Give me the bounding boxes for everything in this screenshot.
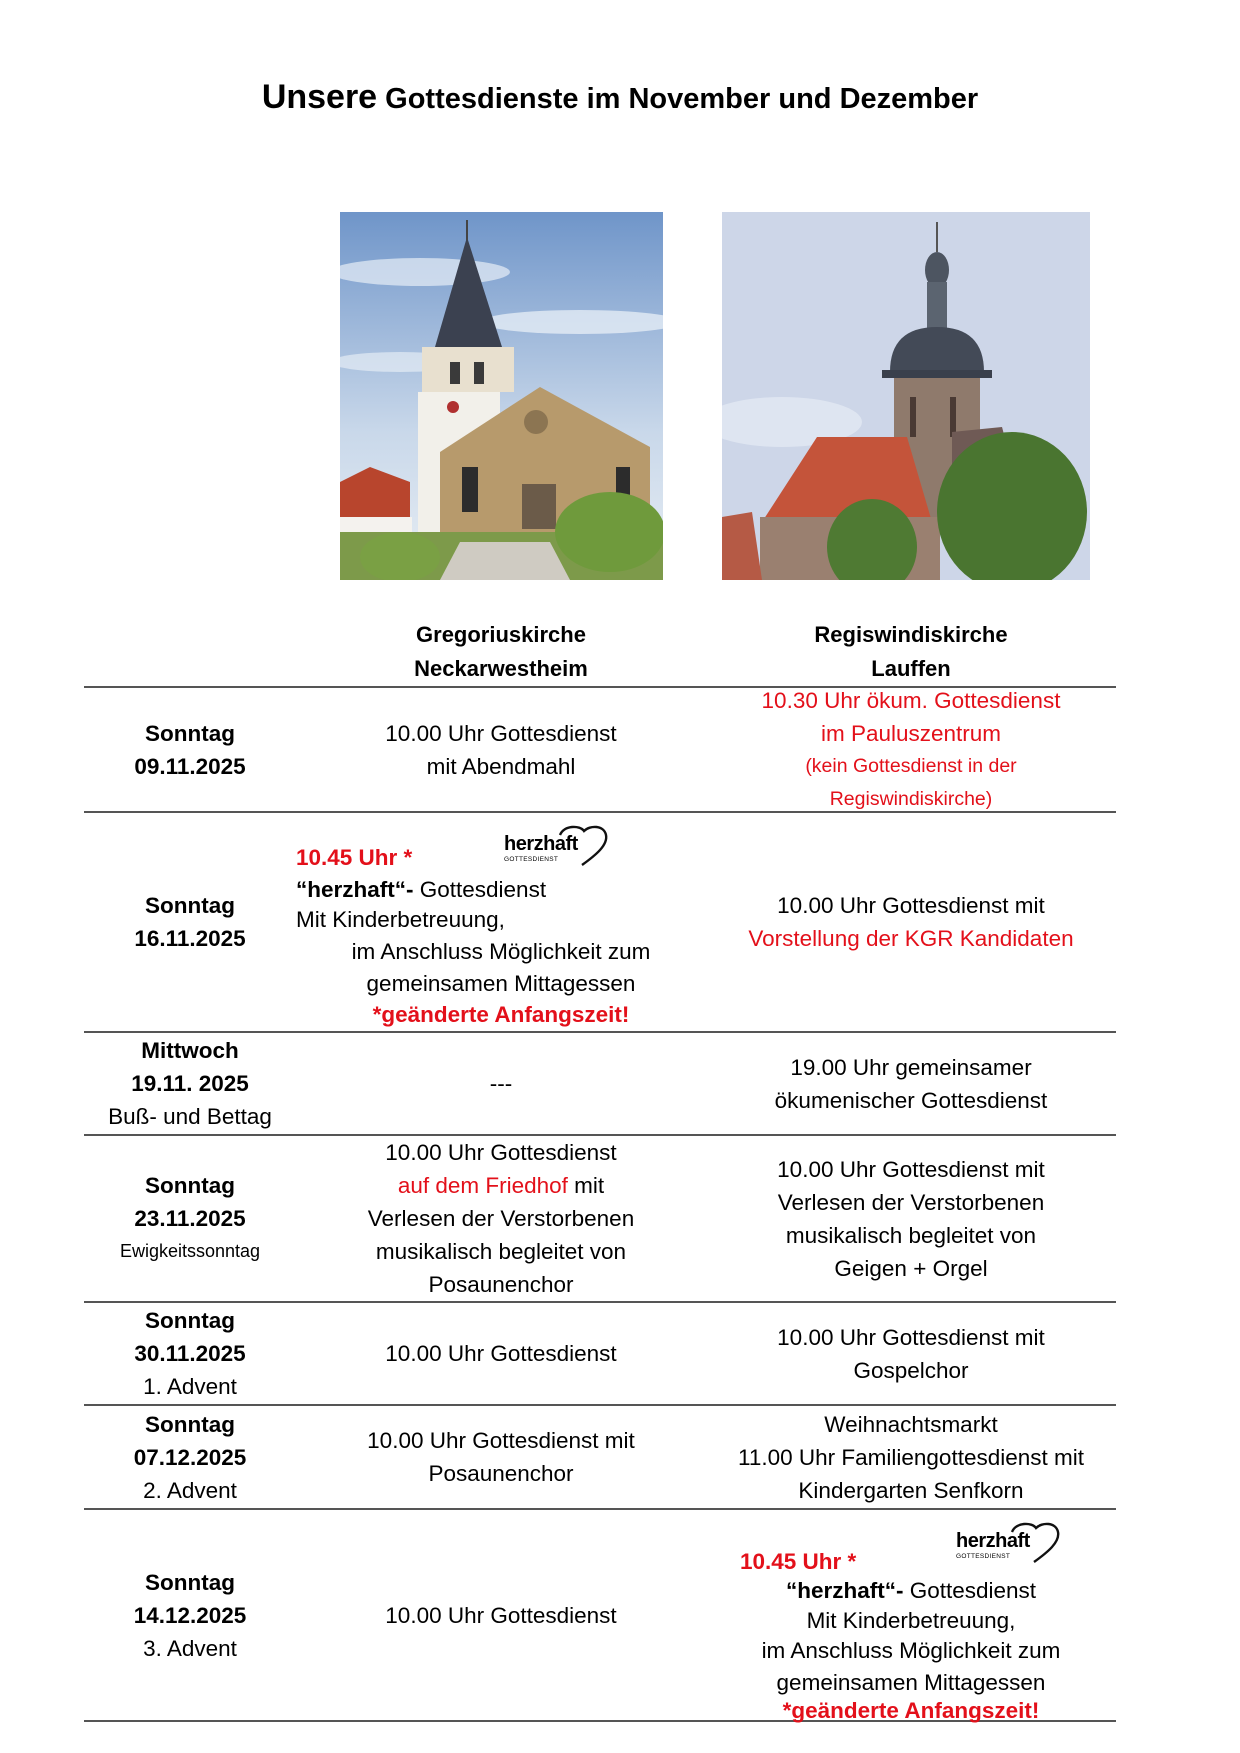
herzhaft-logo — [956, 1520, 1066, 1566]
service-line: Vorstellung der KGR Kandidaten — [748, 926, 1074, 951]
herzhaft-label: “herzhaft“- — [296, 877, 414, 902]
service-type: Gottesdienst — [903, 1578, 1037, 1603]
logo-sub: GOTTESDIENST — [504, 856, 559, 863]
service-line: mit Abendmahl — [426, 753, 576, 779]
weekday: Sonntag — [145, 1411, 235, 1437]
service-line: 10.00 Uhr Gottesdienst — [385, 1602, 617, 1628]
changed-time-note: *geänderte Anfangszeit! — [782, 1698, 1040, 1723]
herzhaft-logo — [504, 823, 614, 869]
service-line: 10.30 Uhr ökum. Gottesdienst — [761, 687, 1061, 713]
service-line: im Pauluszentrum — [820, 720, 1002, 746]
service-line: Verlesen der Verstorbenen — [367, 1206, 635, 1231]
service-line-suffix: mit — [567, 1173, 605, 1198]
table-row — [84, 1406, 1116, 1508]
header-church-2-name: Regiswindiskirche — [814, 622, 1008, 647]
service-line: im Anschluss Möglichkeit zum — [351, 939, 651, 964]
service-line: Posaunenchor — [428, 1272, 574, 1297]
date: 30.11.2025 — [134, 1341, 246, 1366]
service-cell-regiswindiskirche — [706, 813, 1116, 1031]
logo-word: herzhaft — [504, 833, 578, 855]
date-cell — [84, 688, 296, 811]
service-line: 10.00 Uhr Gottesdienst mit — [777, 1324, 1045, 1350]
occasion: Buß- und Bettag — [108, 1104, 272, 1129]
table-row — [84, 1136, 1116, 1301]
no-service: --- — [489, 1071, 513, 1096]
header-church-1-name: Gregoriuskirche — [416, 622, 586, 647]
logo-word: herzhaft — [956, 1530, 1030, 1552]
service-line: 19.00 Uhr gemeinsamer — [790, 1054, 1032, 1080]
table-row — [84, 688, 1116, 811]
date: 16.11.2025 — [134, 926, 246, 951]
service-cell-regiswindiskirche — [706, 1510, 1116, 1723]
date-cell — [84, 1303, 296, 1404]
header-church-1 — [296, 618, 706, 686]
service-line — [706, 1576, 1116, 1606]
service-line: musikalisch begleitet von — [375, 1239, 627, 1264]
date-cell — [84, 1510, 296, 1720]
weekday: Sonntag — [145, 720, 235, 746]
service-line: ökumenischer Gottesdienst — [774, 1087, 1048, 1113]
service-line: Geigen + Orgel — [834, 1255, 988, 1281]
service-line — [296, 875, 546, 905]
service-cell-regiswindiskirche — [706, 1136, 1116, 1301]
service-line: gemeinsamen Mittagessen — [366, 971, 636, 996]
herzhaft-label: “herzhaft“- — [785, 1578, 904, 1603]
weekday: Mittwoch — [141, 1038, 239, 1063]
service-line: 10.00 Uhr Gottesdienst — [385, 1140, 617, 1165]
date: 09.11.2025 — [134, 753, 246, 779]
service-note: Regiswindiskirche) — [829, 787, 993, 810]
service-cell-regiswindiskirche — [706, 1406, 1116, 1508]
table-row — [84, 1303, 1116, 1404]
occasion: 3. Advent — [143, 1635, 237, 1661]
date-cell — [84, 1406, 296, 1508]
date-cell — [84, 1033, 296, 1134]
service-cell-gregoriuskirche — [296, 1510, 706, 1720]
date-cell — [84, 813, 296, 1031]
service-cell-regiswindiskirche — [706, 1033, 1116, 1134]
occasion: 1. Advent — [143, 1374, 237, 1399]
weekday: Sonntag — [145, 893, 235, 918]
service-line: musikalisch begleitet von — [785, 1222, 1037, 1248]
service-line: 10.00 Uhr Gottesdienst mit — [367, 1428, 635, 1453]
table-row — [84, 1510, 1116, 1723]
date: 14.12.2025 — [133, 1602, 247, 1628]
title-rest: Gottesdienste im November und Dezember — [385, 83, 979, 115]
service-note: (kein Gottesdienst in der — [805, 754, 1017, 777]
service-line: Mit Kinderbetreuung, — [806, 1608, 1016, 1633]
service-line: Mit Kinderbetreuung, — [296, 907, 505, 932]
weekday: Sonntag — [145, 1173, 235, 1198]
table-row — [84, 1033, 1116, 1134]
service-time: 10.45 Uhr * — [740, 1549, 857, 1574]
service-cell-gregoriuskirche — [296, 1406, 706, 1508]
table-row — [84, 813, 1116, 1031]
service-line — [398, 1169, 604, 1202]
service-line: 10.00 Uhr Gottesdienst mit — [777, 1156, 1045, 1182]
service-line: 11.00 Uhr Familiengottesdienst mit — [738, 1444, 1084, 1470]
logo-sub: GOTTESDIENST — [956, 1553, 1011, 1560]
date: 23.11.2025 — [134, 1206, 246, 1231]
service-type: Gottesdienst — [413, 877, 547, 902]
header-church-2 — [706, 618, 1116, 686]
occasion: Ewigkeitssonntag — [119, 1241, 261, 1261]
service-line: 10.00 Uhr Gottesdienst — [385, 720, 617, 746]
header-church-1-place: Neckarwestheim — [414, 656, 588, 681]
page-title — [0, 78, 1240, 117]
service-cell-regiswindiskirche — [706, 1303, 1116, 1404]
service-line: Weihnachtsmarkt — [824, 1411, 998, 1437]
service-line: Gospelchor — [853, 1357, 969, 1383]
service-line: Kindergarten Senfkorn — [798, 1477, 1024, 1503]
service-cell-regiswindiskirche — [706, 688, 1116, 811]
date: 07.12.2025 — [133, 1444, 247, 1470]
service-cell-gregoriuskirche — [296, 688, 706, 811]
location-highlight: auf dem Friedhof — [397, 1173, 568, 1198]
church-photo-gregoriuskirche — [340, 212, 663, 580]
church-photo-regiswindiskirche — [722, 212, 1090, 580]
service-cell-gregoriuskirche — [296, 1303, 706, 1404]
service-cell-gregoriuskirche — [296, 813, 706, 1031]
header-church-2-place: Lauffen — [871, 656, 951, 681]
heart-icon — [956, 1520, 1066, 1566]
service-cell-gregoriuskirche — [296, 1136, 706, 1301]
weekday: Sonntag — [145, 1569, 235, 1595]
title-first-word: Unsere — [261, 78, 378, 116]
weekday: Sonntag — [145, 1308, 235, 1333]
service-line: Posaunenchor — [428, 1461, 574, 1486]
changed-time-note: *geänderte Anfangszeit! — [372, 1002, 630, 1027]
occasion: 2. Advent — [143, 1477, 237, 1503]
service-line: gemeinsamen Mittagessen — [776, 1670, 1046, 1695]
service-line: im Anschluss Möglichkeit zum — [761, 1638, 1061, 1663]
service-line: 10.00 Uhr Gottesdienst mit — [777, 893, 1045, 918]
heart-icon — [504, 823, 614, 869]
service-line: 10.00 Uhr Gottesdienst — [385, 1341, 617, 1366]
date-cell — [84, 1136, 296, 1301]
service-time: 10.45 Uhr * — [296, 845, 413, 870]
service-line: Verlesen der Verstorbenen — [777, 1189, 1045, 1215]
date: 19.11. 2025 — [131, 1071, 249, 1096]
service-cell-gregoriuskirche — [296, 1033, 706, 1134]
